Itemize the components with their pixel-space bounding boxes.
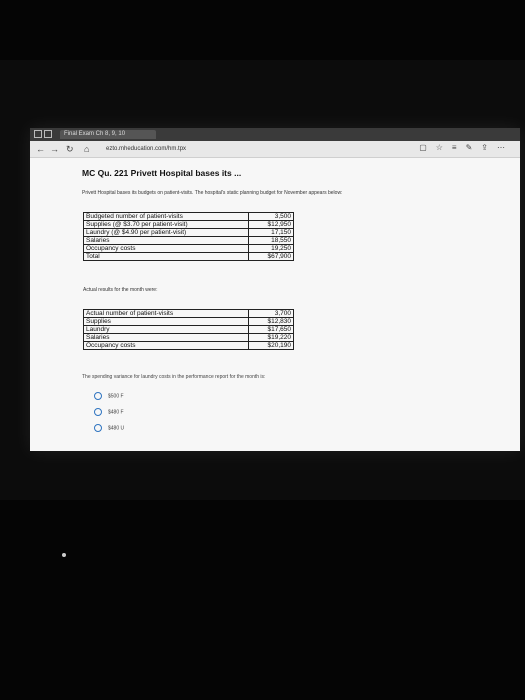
table-cell: $12,950 [249,221,294,229]
table-cell: Total [84,253,249,261]
table-cell: 19,250 [249,245,294,253]
table-cell: $19,220 [249,334,294,342]
table-cell: Supplies [84,318,249,326]
table-cell: Actual number of patient-visits [84,310,249,318]
table-cell: Budgeted number of patient-visits [84,213,249,221]
radio-button[interactable] [94,424,102,432]
table-row [84,253,294,261]
table-row [84,318,294,326]
table-row [84,237,294,245]
table-cell: 3,700 [249,310,294,318]
table-cell: $67,900 [249,253,294,261]
answer-choice-a[interactable] [94,392,124,400]
table-cell: 18,550 [249,237,294,245]
question-title: MC Qu. 221 Privett Hospital bases its ... [82,168,242,178]
table-cell: 3,500 [249,213,294,221]
webcam-light [62,553,66,557]
table-cell: Occupancy costs [84,342,249,350]
table-cell: Laundry [84,326,249,334]
question-prompt: The spending variance for laundry costs in the performance report for the month is: [82,374,266,380]
table-cell: Occupancy costs [84,245,249,253]
question-description: Privett Hospital bases its budgets on patient-visits. The hospital's static planning budget for November appears below: [82,190,343,196]
table-cell: Supplies (@ $3.70 per patient-visit) [84,221,249,229]
actual-table [83,309,294,350]
choice-label: $480 U [108,425,125,432]
choice-label: $500 F [108,393,124,400]
table-cell: $20,190 [249,342,294,350]
address-bar-row [30,141,520,158]
url-field[interactable]: ezto.mheducation.com/hm.tpx [106,146,187,152]
table-cell: 17,150 [249,229,294,237]
table-row [84,221,294,229]
budget-table [83,212,294,261]
pen-icon[interactable]: ✎ [465,143,482,152]
table-cell: Salaries [84,237,249,245]
table-row [84,310,294,318]
more-icon[interactable]: ⋯ [497,143,514,152]
home-icon[interactable]: ⌂ [84,144,90,154]
table-cell: Laundry (@ $4.90 per patient-visit) [84,229,249,237]
question-content [82,168,502,432]
table-cell: $17,650 [249,326,294,334]
actual-results-label: Actual results for the month were: [83,287,158,293]
table-row [84,245,294,253]
table-row [84,342,294,350]
favorite-star-icon[interactable]: ☆ [435,143,452,152]
radio-button[interactable] [94,392,102,400]
share-icon[interactable]: ⇪ [481,143,497,152]
table-row [84,229,294,237]
table-row [84,334,294,342]
reading-view-icon[interactable]: ▢ [419,143,436,152]
table-cell: $12,830 [249,318,294,326]
choice-label: $480 F [108,409,124,416]
answer-choice-c[interactable] [94,424,124,432]
tab-bar [30,128,520,141]
answer-choice-b[interactable] [94,408,124,416]
tab-title: Final Exam Ch 8, 9, 10 [64,131,126,137]
radio-button[interactable] [94,408,102,416]
table-row [84,213,294,221]
back-arrow-icon[interactable]: ← [36,144,45,154]
browser-window [30,128,520,451]
browser-tab[interactable] [60,130,156,139]
tab-preview-icon[interactable] [44,130,52,138]
table-row [84,326,294,334]
toolbar-icons [419,143,514,152]
table-cell: Salaries [84,334,249,342]
forward-arrow-icon[interactable]: → [50,144,59,154]
refresh-icon[interactable]: ↻ [66,144,74,154]
favorites-hub-icon[interactable]: ≡ [451,143,466,152]
tab-menu-icon[interactable] [34,130,42,138]
